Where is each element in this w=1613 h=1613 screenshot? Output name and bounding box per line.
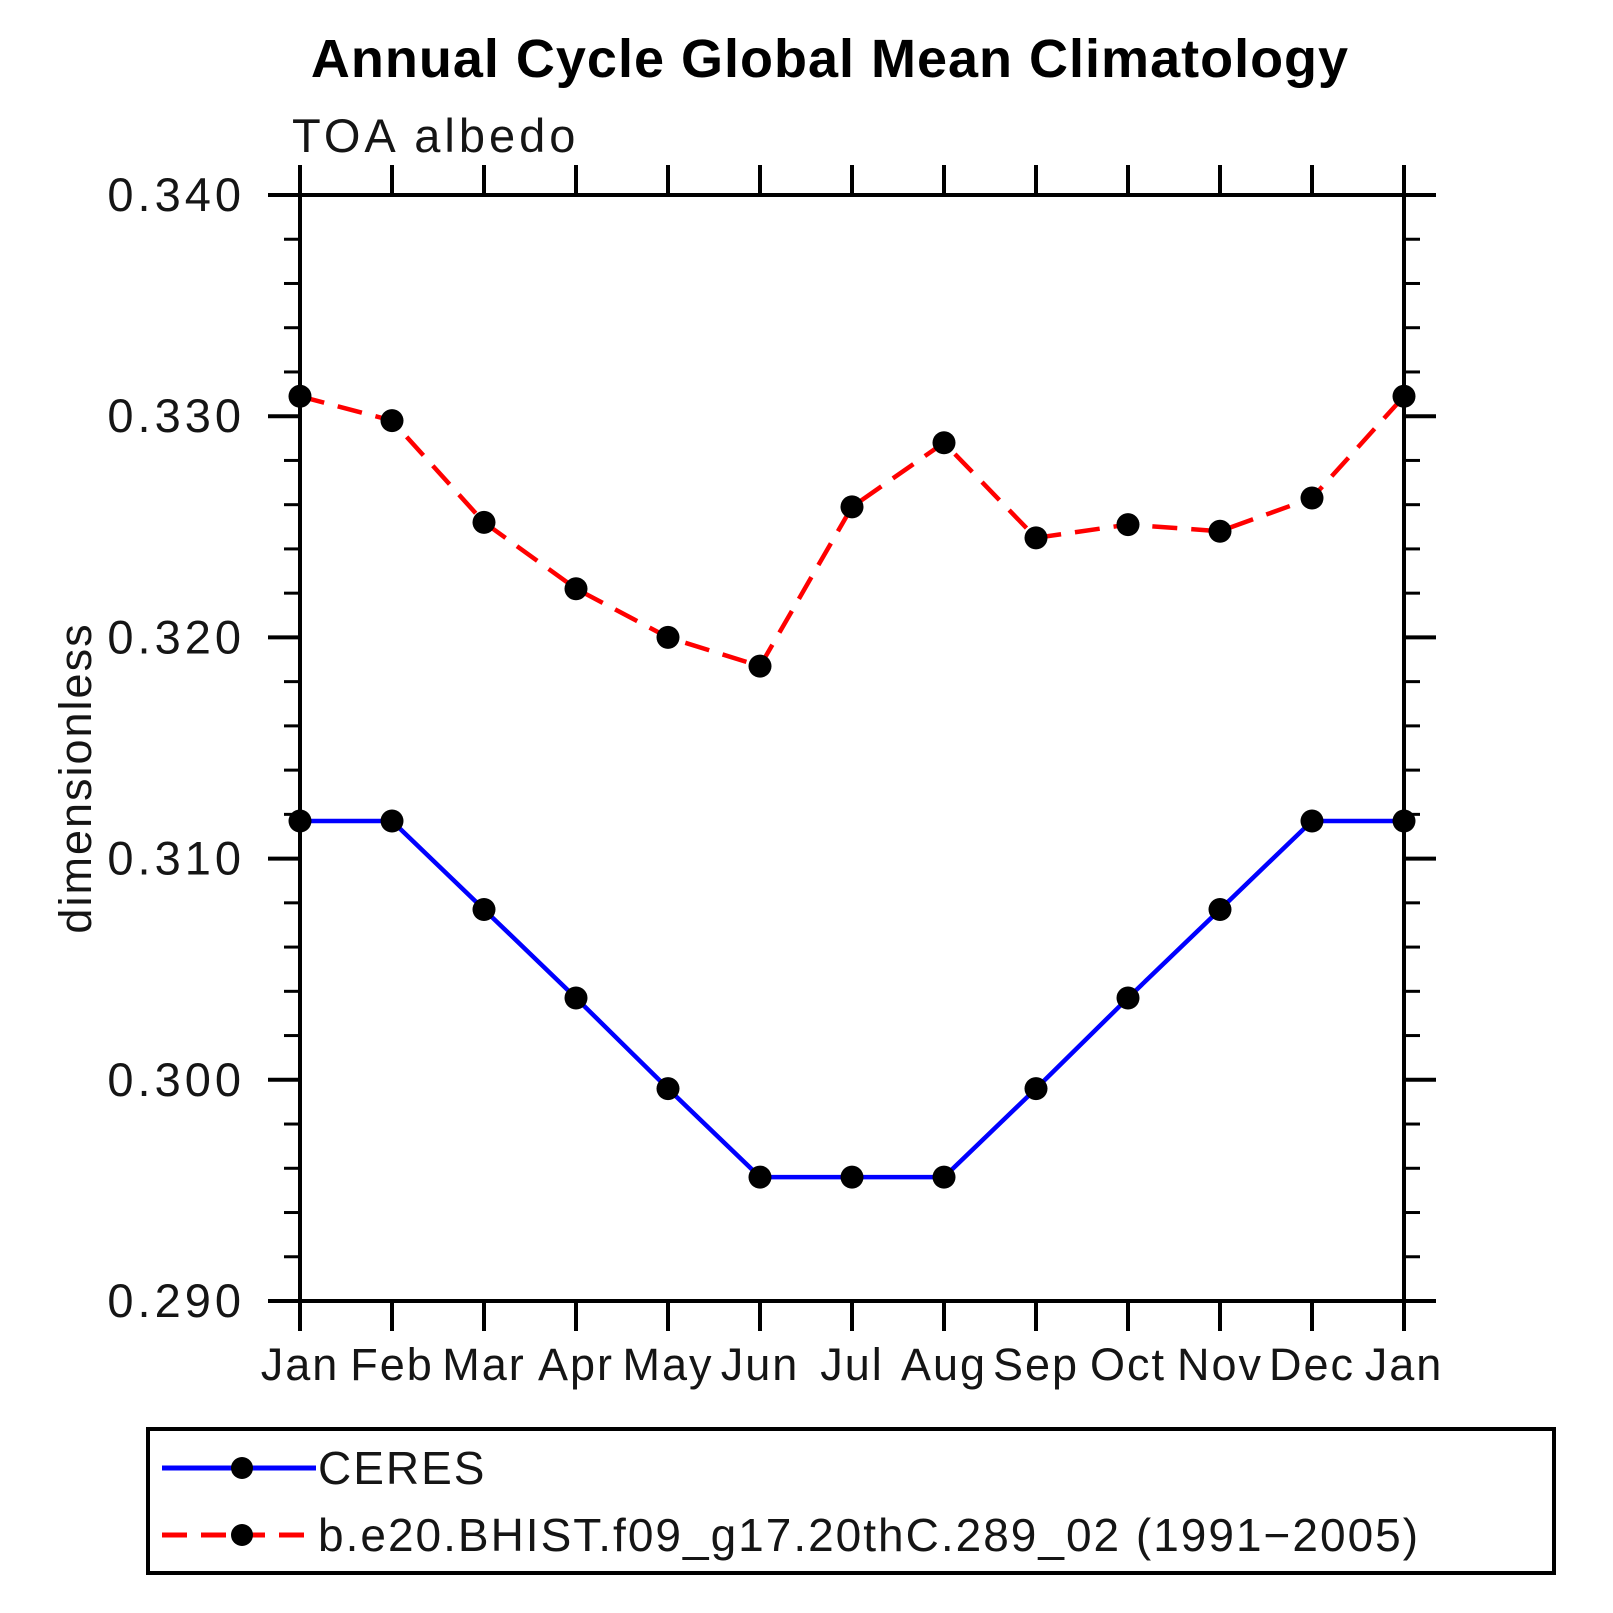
data-point	[657, 626, 680, 649]
x-tick-label: Sep	[992, 1339, 1080, 1390]
data-point	[1025, 1077, 1048, 1100]
data-point	[841, 495, 864, 518]
data-point	[1301, 487, 1324, 510]
data-point	[1393, 385, 1416, 408]
y-tick-label: 0.310	[107, 831, 245, 885]
data-point	[473, 511, 496, 534]
legend-box	[146, 1427, 1556, 1575]
x-tick-label: Jan	[1364, 1339, 1444, 1390]
data-point	[1209, 898, 1232, 921]
data-point	[1209, 520, 1232, 543]
x-axis-ticks	[261, 165, 1444, 1390]
legend-swatch-1	[156, 1513, 316, 1557]
data-point	[1117, 986, 1140, 1009]
series-line-0	[300, 821, 1404, 1177]
y-tick-label: 0.330	[107, 389, 245, 443]
data-point	[841, 1166, 864, 1189]
legend-item-model	[156, 1508, 1420, 1562]
data-point	[749, 1166, 772, 1189]
y-tick-label: 0.340	[107, 168, 245, 221]
legend-marker-0	[231, 1457, 253, 1479]
chart-subtitle: TOA albedo	[292, 109, 580, 162]
chart-title: Annual Cycle Global Mean Climatology	[310, 29, 1350, 89]
x-tick-label: Apr	[537, 1339, 615, 1390]
x-tick-label: Jan	[260, 1339, 340, 1390]
x-tick-label: Jun	[720, 1339, 800, 1390]
legend-item-ceres	[156, 1441, 486, 1495]
y-axis-ticks	[107, 168, 1436, 1327]
data-point	[933, 1166, 956, 1189]
data-point	[1393, 809, 1416, 832]
data-point	[565, 577, 588, 600]
y-tick-label: 0.290	[107, 1274, 245, 1327]
x-tick-label: Jul	[820, 1339, 884, 1390]
y-tick-label: 0.320	[107, 610, 245, 664]
y-tick-label: 0.300	[107, 1052, 245, 1106]
series-1	[289, 385, 1416, 678]
legend-swatch-0	[156, 1446, 316, 1490]
data-point	[289, 809, 312, 832]
x-tick-label: May	[622, 1339, 714, 1390]
y-axis-title: dimensionless	[50, 622, 101, 934]
data-point	[381, 409, 404, 432]
x-tick-label: Dec	[1268, 1339, 1356, 1390]
data-point	[933, 431, 956, 454]
data-point	[381, 809, 404, 832]
legend-label-1: b.e20.BHIST.f09_g17.20thC.289_02 (1991−2005)	[318, 1509, 1421, 1561]
x-tick-label: Mar	[442, 1339, 526, 1390]
x-tick-label: Oct	[1089, 1339, 1167, 1390]
data-point	[1117, 513, 1140, 536]
legend-label-0: CERES	[318, 1442, 487, 1494]
data-point	[473, 898, 496, 921]
legend-marker-1	[231, 1524, 253, 1546]
data-point	[1025, 526, 1048, 549]
x-tick-label: Aug	[900, 1339, 988, 1390]
data-point	[289, 385, 312, 408]
plot-frame	[300, 195, 1404, 1301]
data-point	[657, 1077, 680, 1100]
x-tick-label: Nov	[1176, 1339, 1264, 1390]
data-point	[1301, 809, 1324, 832]
series-0	[289, 809, 1416, 1188]
x-tick-label: Feb	[350, 1339, 434, 1390]
data-point	[749, 655, 772, 678]
series-line-1	[300, 396, 1404, 666]
data-point	[565, 986, 588, 1009]
